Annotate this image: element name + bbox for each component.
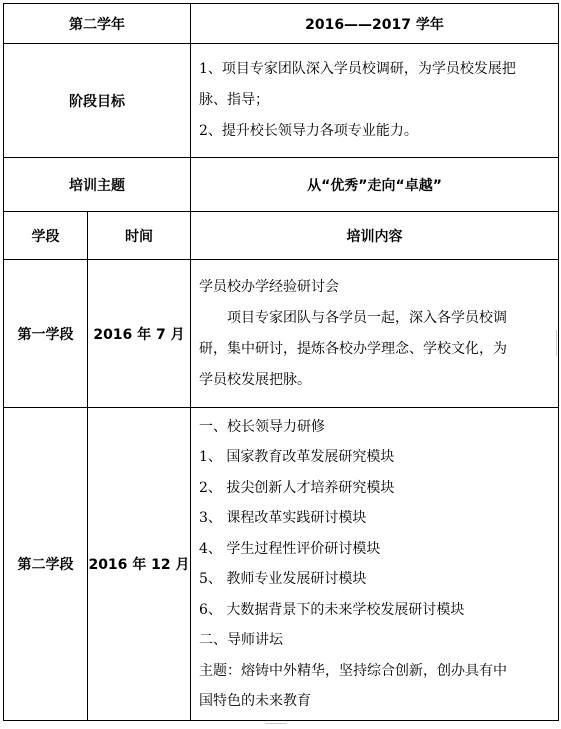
year-row [4,4,559,44]
scan-mark [265,723,287,724]
content-line: 1、 国家教育改革发展研究模块 [199,449,395,465]
column-header-content: 培训内容 [191,212,559,260]
table-row [4,260,559,408]
table-row [4,408,559,721]
goal-row [4,44,559,158]
content-line: 4、 学生过程性评价研讨模块 [199,540,381,557]
content-line: 6、 大数据背景下的未来学校发展研讨模块 [199,601,465,618]
content-line: 二、导师讲坛 [199,632,283,648]
stage-cell: 第一学段 [4,260,88,408]
column-header-time: 时间 [88,212,191,260]
theme-value: 从“优秀”走向“卓越” [191,158,559,212]
time-cell: 2016 年 12 月 [88,408,191,721]
year-label: 第二学年 [4,4,191,44]
content-line: 2、 拔尖创新人才培养研究模块 [199,479,395,496]
goal-line: 2、提升校长领导力各项专业能力。 [199,123,418,139]
goal-content [191,44,559,158]
column-header-row [4,212,559,260]
training-plan-table [3,3,559,721]
content-line: 学员校办学经验研讨会 [199,278,339,295]
theme-row [4,158,559,212]
content-line: 研，集中研讨，提炼各校办学理念、学校文化，为 [199,340,507,357]
content-line: 国特色的未来教育 [199,693,311,709]
content-line: 学员校发展把脉。 [199,371,311,388]
goal-line: 1、项目专家团队深入学员校调研，为学员校发展把 [199,61,516,77]
theme-label: 培训主题 [4,158,191,212]
content-cell [191,260,559,408]
content-cell [191,408,559,721]
content-line: 5、 教师专业发展研讨模块 [199,571,367,587]
scan-mark [556,330,557,356]
training-plan-table-wrapper [3,3,558,721]
stage-cell: 第二学段 [4,408,88,721]
content-line: 3、 课程改革实践研讨模块 [199,510,367,526]
content-line: 主题：熔铸中外精华，坚持综合创新，创办具有中 [199,662,507,679]
content-line: 一、校长领导力研修 [199,418,325,435]
year-value: 2016——2017 学年 [191,4,559,44]
goal-line: 脉、指导； [199,92,269,108]
content-line: 项目专家团队与各学员一起，深入各学员校调 [227,309,507,326]
time-cell: 2016 年 7 月 [88,260,191,408]
goal-label: 阶段目标 [4,44,191,158]
column-header-stage: 学段 [4,212,88,260]
